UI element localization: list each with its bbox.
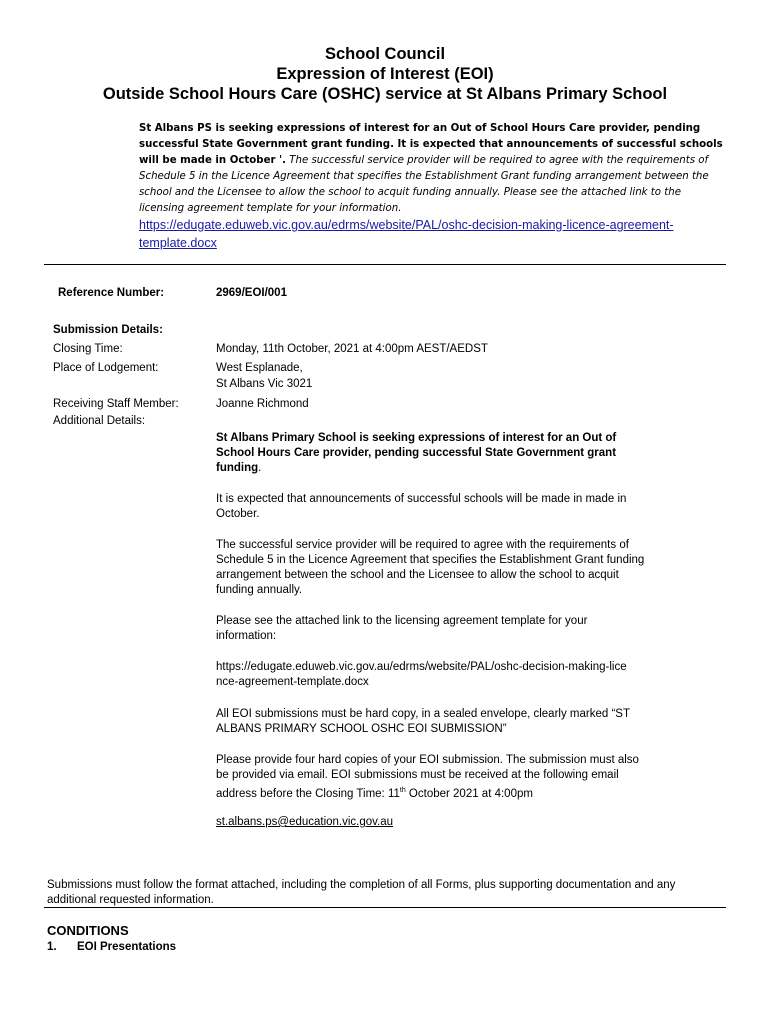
additional-para-1-bold: St Albans Primary School is seeking expressions of interest for an Out of School Hours Care provider, pending successful State Government grant funding [216, 432, 617, 474]
email-link-wrapper [216, 815, 646, 830]
conditions-heading: CONDITIONS [47, 923, 129, 938]
receiving-staff-value: Joanne Richmond [216, 398, 309, 410]
additional-para-1 [216, 431, 646, 476]
submission-details-heading: Submission Details: [53, 324, 163, 336]
additional-para-3: The successful service provider will be required to agree with the requirements of Schedule 5 in the Licence Agreement that specifies the Establishment Grant funding arrangement between the school and the Licensee to allow the school to acquit funding annually. [216, 539, 645, 596]
place-of-lodgement-label: Place of Lodgement: [53, 362, 159, 374]
email-link[interactable]: st.albans.ps@education.vic.gov.au [216, 816, 394, 828]
intro-italic-text: The successful service provider will be required to agree with the requirements of Schedule 5 in the Licence Agreement that specifies the Establishment Grant funding arrangement between the school and the Licensee to allow the school to acquit funding annually. Please see the attached link to the licensing agreement template for your information. [139, 155, 709, 214]
title-school-council: School Council [324, 45, 446, 63]
additional-para-1-end: . [258, 462, 262, 474]
intro-paragraph [139, 121, 729, 253]
title-eoi: Expression of Interest (EOI) [276, 65, 494, 83]
additional-details-label: Additional Details: [53, 415, 146, 427]
condition-item-1 [47, 941, 176, 953]
additional-para-7 [216, 753, 646, 802]
intro-bold-text: St Albans PS is seeking expressions of interest for an Out of School Hours Care provider, pending successful State Government grant funding. It is expected that announcements of successful schools will be made in October '. [139, 123, 723, 166]
top-divider [44, 264, 726, 265]
reference-number-label: Reference Number: [58, 287, 165, 299]
title-oshc: Outside School Hours Care (OSHC) service at St Albans Primary School [102, 85, 668, 103]
additional-para-4: Please see the attached link to the licensing agreement template for your information: [216, 615, 588, 642]
lodgement-address-line1: West Esplanade, [216, 362, 303, 374]
additional-template-link[interactable]: https://edugate.eduweb.vic.gov.au/edrms/website/PAL/oshc-decision-making-licence-agreement-template.docx [216, 661, 627, 688]
intro-template-link[interactable]: https://edugate.eduweb.vic.gov.au/edrms/website/PAL/oshc-decision-making-licence-agreement-template.docx [139, 218, 674, 250]
receiving-staff-label: Receiving Staff Member: [53, 398, 179, 410]
bottom-divider [44, 907, 726, 908]
condition-item-number: 1. [47, 941, 57, 953]
additional-para-7-start: Please provide four hard copies of your EOI submission. The submission must also be provided via email. EOI submissions must be received at the following email address before the Closing Time: 11 [216, 754, 639, 800]
submission-format-note: Submissions must follow the format attached, including the completion of all Forms, plus supporting documentation and any additional requested information. [47, 879, 676, 906]
additional-para-7-end: October 2021 at 4:00pm [405, 787, 533, 800]
lodgement-address-line2: St Albans Vic 3021 [216, 378, 313, 390]
document-title [0, 44, 770, 104]
additional-para-7-sup: th [399, 787, 406, 794]
closing-time-value: Monday, 11th October, 2021 at 4:00pm AEST/AEDST [216, 343, 488, 355]
additional-para-6: All EOI submissions must be hard copy, in a sealed envelope, clearly marked “ST ALBANS PRIMARY SCHOOL OSHC EOI SUBMISSION” [216, 708, 630, 735]
additional-para-2: It is expected that announcements of successful schools will be made in made in October. [216, 493, 627, 520]
condition-item-label: EOI Presentations [77, 941, 177, 953]
reference-number-value: 2969/EOI/001 [216, 287, 287, 299]
closing-time-label: Closing Time: [53, 343, 123, 355]
